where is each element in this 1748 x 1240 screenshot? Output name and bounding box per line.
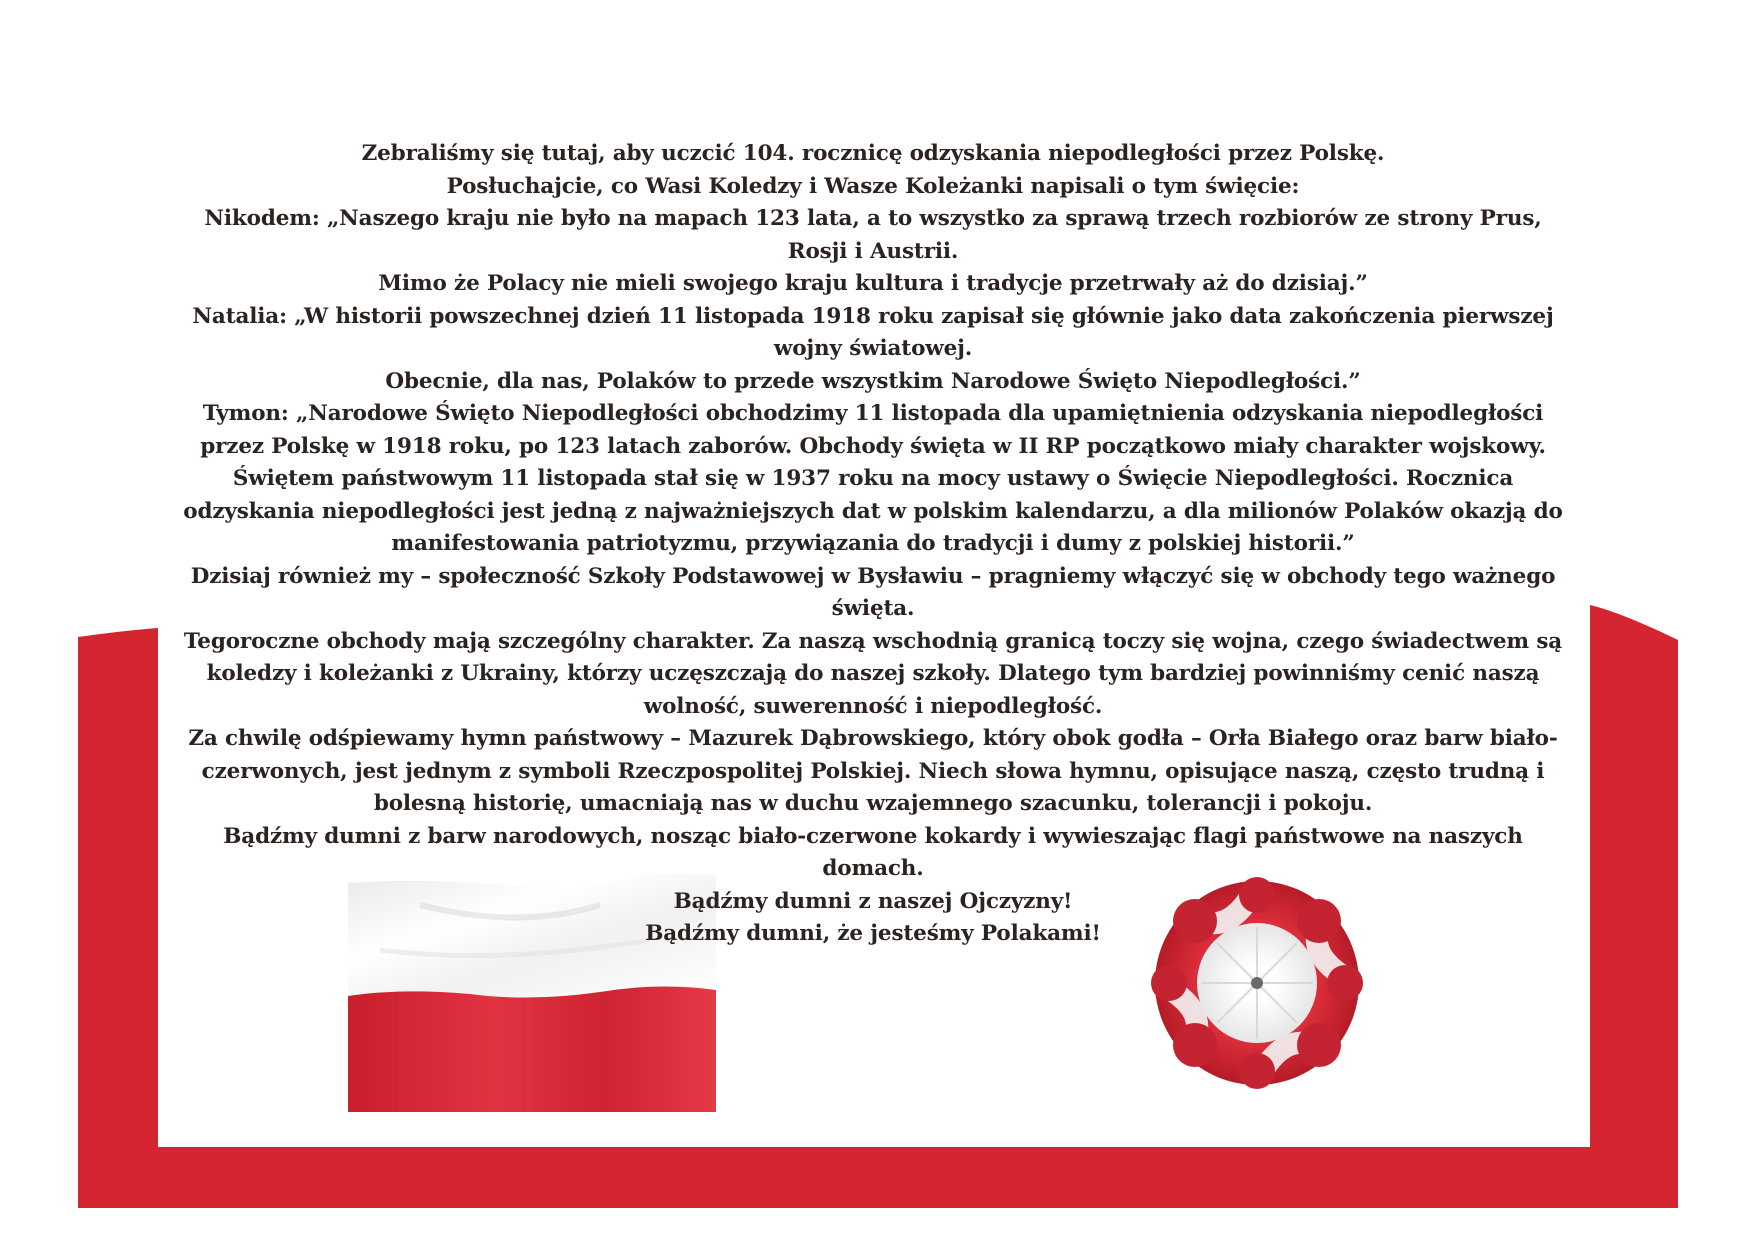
paragraph-proud-colors: Bądźmy dumni z barw narodowych, nosząc biało-czerwone kokardy i wywieszając flagi państwowe na naszych domach.	[223, 823, 1523, 881]
paragraph-proud-homeland: Bądźmy dumni z naszej Ojczyzny!	[673, 888, 1073, 914]
paragraph-anthem: Za chwilę odśpiewamy hymn państwowy – Mazurek Dąbrowskiego, który obok godła – Orła Białego oraz barw biało-czerwonych, jest jednym z symboli Rzeczpospolitej Polskiej. Niech słowa hymnu, opisujące naszą, często trudną i bolesną historię, umacniają nas w duchu wzajemnego szacunku, tolerancji i pokoju.	[188, 726, 1558, 816]
paragraph-ukraine: Tegoroczne obchody mają szczególny charakter. Za naszą wschodnią granicą toczy się wojna, czego świadectwem są koledzy i koleżanki z Ukrainy, którzy uczęszczają do naszej szkoły. Dlatego tym bardziej powinniśmy cenić naszą wolność, suwerenność i niepodległość.	[183, 628, 1563, 719]
paragraph-natalia-2: Obecnie, dla nas, Polaków to przede wszystkim Narodowe Święto Niepodległości.”	[385, 368, 1361, 394]
paragraph-tymon: Tymon: „Narodowe Święto Niepodległości obchodzimy 11 listopada dla upamiętnienia odzyskania niepodległości przez Polskę w 1918 roku, po 123 latach zaborów. Obchody święta w II RP początkowo miały charakter wojskowy. Świętem państwowym 11 listopada stał się w 1937 roku na mocy ustawy o Święcie Niepodległości. Rocznica odzyskania niepodległości jest jedną z najważniejszych dat w polskim kalendarzu, a dla milionów Polaków okazją do manifestowania patriotyzmu, przywiązania do tradycji i dumy z polskiej historii.”	[183, 401, 1563, 556]
paragraph-nikodem-1: Nikodem: „Naszego kraju nie było na mapach 123 lata, a to wszystko za sprawą trzech rozbiorów ze strony Prus, Rosji i Austrii.	[204, 206, 1542, 264]
paragraph-natalia-1: Natalia: „W historii powszechnej dzień 11 listopada 1918 roku zapisał się głównie jako data zakończenia pierwszej wojny światowej.	[192, 303, 1554, 361]
commemoration-text	[178, 138, 1568, 951]
paragraph-listen: Posłuchajcie, co Wasi Koledzy i Wasze Koleżanki napisali o tym święcie:	[446, 173, 1300, 199]
paragraph-nikodem-2: Mimo że Polacy nie mieli swojego kraju kultura i tradycje przetrwały aż do dzisiaj.”	[378, 271, 1368, 296]
paragraph-school: Dzisiaj również my – społeczność Szkoły Podstawowej w Bysławiu – pragniemy włączyć się w obchody tego ważnego święta.	[190, 563, 1556, 621]
paragraph-proud-poles: Bądźmy dumni, że jesteśmy Polakami!	[645, 921, 1101, 946]
paragraph-intro: Zebraliśmy się tutaj, aby uczcić 104. rocznicę odzyskania niepodległości przez Polskę.	[361, 141, 1385, 166]
